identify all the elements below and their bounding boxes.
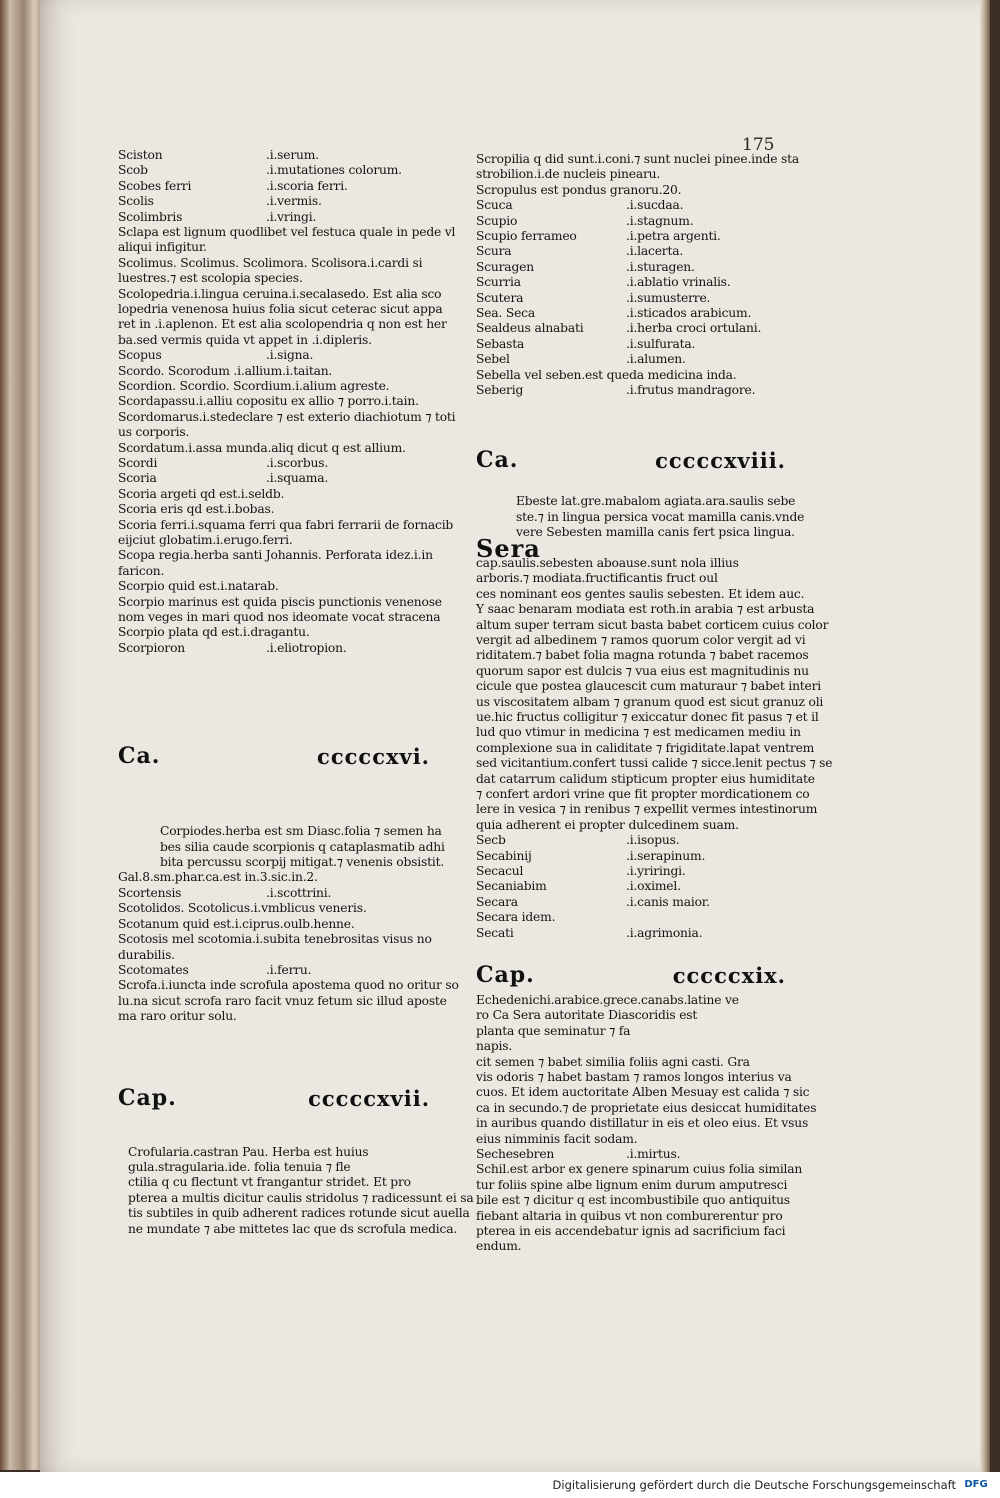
glossary-entry (118, 348, 460, 363)
right-entries-b (476, 383, 796, 398)
text-line: quia adherent ei propter dulcedinem suam. (476, 817, 739, 832)
entry-gloss: .i.frutus mandragore. (626, 382, 756, 397)
left-entries-f (118, 963, 460, 978)
glossary-entry (476, 383, 796, 398)
entry-gloss: .i.herba croci ortulani. (626, 321, 762, 336)
text-line: faricon. (118, 563, 165, 578)
entry-term: Secati (476, 925, 514, 940)
text-line: ces nominant eos gentes saulis sebesten. Et idem auc. (476, 586, 805, 601)
chapter-label: Cap. (476, 961, 535, 988)
entry-term: Scoria (118, 471, 157, 486)
glossary-entry (476, 337, 796, 352)
text-line: strobilion.i.de nucleis pinearu. (476, 167, 661, 182)
left-lines-h (118, 1144, 474, 1237)
text-line: endum. (476, 1239, 522, 1254)
entry-gloss: .i.sumusterre. (626, 290, 711, 305)
left-lines-a (118, 225, 460, 348)
text-line: Scordatum.i.assa munda.aliq dicut q est allium. (118, 440, 406, 455)
glossary-entry (118, 210, 460, 225)
text-line: lere in vesica ⁊ in renibus ⁊ expellit vermes intestinorum (476, 802, 818, 817)
text-line: Scordion. Scordio. Scordium.i.alium agreste. (118, 379, 390, 393)
chapter-heading-cccccxviii (476, 420, 796, 472)
text-line: planta que seminatur ⁊ fa (476, 1023, 631, 1038)
glossary-entry (476, 229, 796, 244)
entry-gloss: .i.canis maior. (626, 894, 710, 909)
text-line: ro Ca Sera autoritate Diascoridis est (476, 1008, 698, 1023)
text-line: bes silia caude scorpionis q cataplasmatib adhi (160, 839, 445, 854)
text-line: Scordo. Scorodum .i.allium.i.taitan. (118, 363, 333, 378)
entry-gloss: .i.yriringi. (626, 864, 686, 879)
glossary-entry (476, 306, 796, 321)
text-line: Gal.8.sm.phar.ca.est in.3.sic.in.2. (118, 870, 318, 885)
text-line: ste.⁊ in lingua persica vocat mamilla canis.vnde (516, 509, 805, 524)
text-line: altum super terram sicut basta babet corticem cuius color (476, 617, 829, 632)
chapter-number: cccccxix. (672, 962, 786, 988)
entry-term: Scotomates (118, 962, 189, 977)
entry-term: Scob (118, 163, 148, 178)
text-line: bile est ⁊ dicitur q est incombustibile quo antiquitus (476, 1193, 790, 1208)
chapter-heading-cccccxvii (118, 1059, 460, 1111)
glossary-entry (118, 163, 460, 178)
entry-gloss: .i.sturagen. (626, 259, 695, 274)
entry-gloss: .i.squama. (266, 471, 329, 486)
glossary-entry (476, 833, 796, 848)
entry-term: Secara idem. (476, 910, 556, 925)
text-line: us viscositatem albam ⁊ granum quod est sicut granuz oli (476, 694, 824, 709)
entry-term: Scupio (476, 213, 518, 228)
text-line: nom veges in mari quod nos ideomate vocat stracena (118, 610, 441, 625)
text-line: cuos. Et idem auctoritate Alben Mesuay est calida ⁊ sic (476, 1085, 810, 1100)
glossary-entry (476, 910, 796, 925)
entry-term: Scordi (118, 456, 158, 471)
text-line: Scorpio marinus est quida piscis punctionis venenose (118, 594, 442, 609)
entry-gloss: .i.agrimonia. (626, 925, 703, 940)
glossary-entry (476, 214, 796, 229)
text-line: in auribus quando distillatur in eis et oleo eius. Et vsus (476, 1116, 809, 1131)
text-line: ne mundate ⁊ abe mittetes lac que ds scrofula medica. (128, 1221, 458, 1236)
right-lines-d (476, 555, 833, 833)
right-lines-a (476, 152, 800, 198)
glossary-entry (118, 963, 460, 978)
text-line: ca in secundo.⁊ de proprietate eius desiccat humiditates (476, 1100, 817, 1115)
entry-gloss: .i.scottrini. (266, 885, 332, 900)
text-line: ue.hic fructus colligitur ⁊ exiccatur donec fit pasus ⁊ et il (476, 710, 819, 724)
text-line: eijciut globatim.i.erugo.ferri. (118, 533, 293, 548)
glossary-entry (476, 895, 796, 910)
entry-term: Secara (476, 894, 518, 909)
text-line: Ebeste lat.gre.mabalom agiata.ara.saulis sebe (516, 494, 796, 509)
entry-term: Scopus (118, 348, 162, 363)
chapter-label: Ca. (118, 742, 161, 769)
entry-gloss: .i.eliotropion. (266, 640, 347, 655)
entry-gloss: .i.vermis. (266, 194, 322, 209)
entry-gloss: .i.lacerta. (626, 244, 684, 259)
text-line: Y saac benaram modiata est roth.in arabia ⁊ est arbusta (476, 602, 815, 617)
text-line: lopedria venenosa huius folia sicut ceterac sicut appa (118, 301, 443, 316)
text-line: us corporis. (118, 425, 190, 440)
text-line: cit semen ⁊ babet similia foliis agni casti. Gra (476, 1054, 750, 1069)
glossary-entry (118, 641, 460, 656)
text-line: Scotosis mel scotomia.i.subita tenebrositas visus no (118, 932, 432, 947)
entry-gloss: .i.oximel. (626, 879, 681, 894)
text-line: Scoria argeti qd est.i.seldb. (118, 486, 285, 501)
entry-gloss: .i.ablatio vrinalis. (626, 275, 731, 290)
right-lines-b (476, 368, 796, 383)
entry-gloss: .i.vringi. (266, 209, 317, 224)
entry-term: Scolimbris (118, 209, 183, 224)
text-line: dat catarrum calidum stipticum propter eius humiditate (476, 771, 815, 786)
entry-gloss: .i.isopus. (626, 833, 680, 848)
entry-gloss: .i.sucdaa. (626, 198, 684, 213)
page-number: 175 (742, 135, 775, 155)
text-line: fiebant altaria in quibus vt non comburerentur pro (476, 1208, 783, 1223)
text-line: pterea in eis accendebatur ignis ad sacrificium faci (476, 1224, 786, 1239)
text-line: vis odoris ⁊ habet bastam ⁊ ramos longos interius va (476, 1070, 792, 1085)
right-lines-f (476, 1162, 803, 1254)
entry-term: Scura (476, 244, 512, 259)
text-line: Scorpio quid est.i.natarab. (118, 579, 279, 594)
text-line: cicule que postea glaucescit cum maturaur ⁊ babet interi (476, 679, 822, 694)
glossary-entry (476, 260, 796, 275)
text-line: luestres.⁊ est scolopia species. (118, 271, 303, 286)
text-line: Scoria ferri.i.squama ferri qua fabri ferrarii de fornacib (118, 517, 454, 532)
text-line: napis. (476, 1039, 513, 1054)
text-line: Scotanum quid est.i.ciprus.oulb.henne. (118, 916, 355, 931)
left-lines-e (118, 870, 460, 885)
entry-gloss: .i.sticados arabicum. (626, 305, 752, 320)
glossary-entry (476, 244, 796, 259)
chapter-number: cccccxviii. (655, 447, 786, 473)
glossary-entry (118, 456, 460, 471)
entry-term: Secacul (476, 864, 524, 879)
left-lines-d (118, 824, 460, 870)
dfg-logo: DFG (964, 1479, 988, 1490)
entry-term: Scuragen (476, 259, 534, 274)
entry-gloss: .i.signa. (266, 348, 314, 363)
text-line: eius nimminis facit sodam. (476, 1131, 638, 1146)
right-entries-d (476, 1147, 796, 1162)
entry-term: Sebasta (476, 336, 525, 351)
entry-gloss: .i.scoria ferri. (266, 178, 348, 193)
glossary-entry (476, 275, 796, 290)
entry-term: Scutera (476, 290, 524, 305)
entry-term: Sciston (118, 148, 163, 162)
chapter-heading-cccccxvi (118, 716, 460, 768)
text-line: Scrofa.i.iuncta inde scrofula apostema quod no oritur so (118, 978, 459, 993)
entry-gloss: .i.mutationes colorum. (266, 163, 402, 178)
left-entries-d (118, 641, 460, 656)
entry-term: Sebel (476, 352, 510, 367)
entry-term: Scortensis (118, 885, 182, 900)
right-entries-c (476, 833, 796, 941)
glossary-entry (476, 352, 796, 367)
right-entries-a (476, 198, 796, 367)
footer-bar (0, 1472, 1000, 1498)
text-line: Sclapa est lignum quodlibet vel festuca quale in pede vl (118, 224, 456, 239)
chapter-label: Ca. (476, 446, 519, 473)
glossary-entry (476, 1147, 796, 1162)
glossary-entry (118, 179, 460, 194)
text-line: lu.na sicut scrofa raro facit vnuz fetum sic illud aposte (118, 993, 447, 1008)
text-line: Sebella vel seben.est queda medicina inda. (476, 367, 737, 382)
text-line: complexione sua in caliditate ⁊ frigiditate.lapat ventrem (476, 740, 815, 755)
text-line: bita percussu scorpij mitigat.⁊ venenis obsistit. (160, 855, 445, 870)
glossary-entry (476, 291, 796, 306)
text-line: ma raro oritur solu. (118, 1009, 237, 1024)
text-line: Schil.est arbor ex genere spinarum cuius folia similan (476, 1162, 803, 1177)
entry-gloss: .i.petra argenti. (626, 229, 721, 243)
left-entries-c (118, 456, 460, 487)
left-column (118, 148, 474, 1237)
text-line: Scoria eris qd est.i.bobas. (118, 502, 275, 517)
text-line: Scopa regia.herba santi Johannis. Perforata idez.i.in (118, 548, 433, 563)
entry-gloss: .i.sulfurata. (626, 336, 696, 351)
chapter-number: cccccxvii. (308, 1086, 430, 1112)
entry-term: Secaniabim (476, 879, 547, 894)
text-line: cap.saulis.sebesten aboause.sunt nola illius (476, 555, 739, 570)
text-line: Scropulus est pondus granoru.20. (476, 182, 682, 197)
glossary-entry (476, 926, 796, 941)
entry-gloss: .i.alumen. (626, 352, 686, 367)
glossary-entry (118, 194, 460, 209)
entry-gloss: .i.serapinum. (626, 848, 706, 863)
text-line: tis subtiles in quib adherent radices rotunde sicut auella (128, 1206, 470, 1221)
text-line: Scotolidos. Scotolicus.i.vmblicus veneris. (118, 901, 367, 916)
chapter-heading-cccccxix (476, 947, 796, 987)
entry-gloss: .i.stagnum. (626, 213, 694, 228)
glossary-entry (476, 864, 796, 879)
book-binding (0, 0, 40, 1470)
text-line: Scordapassu.i.alliu copositu ex allio ⁊ porro.i.tain. (118, 394, 419, 409)
text-line: durabilis. (118, 947, 175, 962)
right-lines-e (476, 992, 817, 1147)
text-line: Echedenichi.arabice.grece.canabs.latine ve (476, 992, 739, 1007)
entry-term: Scobes ferri (118, 178, 192, 193)
entry-term: Scupio ferrameo (476, 229, 577, 243)
chapter-number: cccccxvi. (317, 743, 430, 769)
text-line: ctilia q cu flectunt vt frangantur stridet. Et pro (128, 1175, 411, 1190)
entry-term: Sealdeus alnabati (476, 321, 584, 336)
text-line: arboris.⁊ modiata.fructificantis fruct oul (476, 571, 718, 586)
left-entries-e (118, 886, 460, 901)
text-line: vergit ad albedinem ⁊ ramos quorum color vergit ad vi (476, 632, 806, 647)
glossary-entry (476, 849, 796, 864)
entry-gloss: .i.mirtus. (626, 1147, 681, 1162)
text-line: gula.stragularia.ide. folia tenuia ⁊ fle (128, 1159, 351, 1174)
glossary-entry (118, 886, 460, 901)
text-line: Scolopedria.i.lingua ceruina.i.secalasedo. Est alia sco (118, 286, 442, 301)
text-line: vere Sebesten mamilla canis fert psica lingua. (516, 525, 795, 540)
text-line: pterea a multis dicitur caulis stridolus ⁊ radicessunt ei sa (128, 1190, 474, 1205)
glossary-entry (118, 148, 460, 163)
text-line: Scorpio plata qd est.i.dragantu. (118, 625, 310, 640)
entry-term: Sea. Seca (476, 305, 535, 320)
entry-gloss: .i.serum. (266, 148, 319, 162)
text-line: aliqui infigitur. (118, 240, 207, 255)
entry-term: Scuca (476, 198, 513, 213)
left-entries-a (118, 148, 460, 225)
text-line: Scolimus. Scolimus. Scolimora. Scolisora.i.cardi si (118, 255, 423, 270)
left-lines-g (118, 978, 460, 1024)
left-lines-c (118, 487, 460, 641)
text-line: ba.sed vermis quida vt appet in .i.dipleris. (118, 332, 372, 347)
glossary-entry (476, 879, 796, 894)
entry-term: Seberig (476, 382, 524, 397)
text-line: Corpiodes.herba est sm Diasc.folia ⁊ semen ha (160, 824, 442, 839)
entry-gloss: .i.ferru. (266, 962, 312, 977)
left-entries-b (118, 348, 460, 363)
text-line: Crofularia.castran Pau. Herba est huius (128, 1144, 369, 1159)
text-line: Scropilia q did sunt.i.coni.⁊ sunt nuclei pinee.inde sta (476, 152, 800, 166)
chapter-label: Cap. (118, 1085, 177, 1112)
entry-term: Scorpioron (118, 640, 186, 655)
entry-gloss: .i.scorbus. (266, 456, 329, 471)
text-line: ⁊ confert ardori vrine que fit propter mordicationem co (476, 787, 810, 802)
page-edge (980, 0, 990, 1472)
text-line: ret in .i.aplenon. Et est alia scolopendria q non est her (118, 317, 447, 332)
entry-term: Scurria (476, 275, 521, 290)
text-line: quorum sapor est dulcis ⁊ vua eius est magnitudinis nu (476, 663, 809, 678)
sera-initial: Sera (476, 533, 541, 563)
text-line: Scordomarus.i.stedeclare ⁊ est exterio diachiotum ⁊ toti (118, 409, 456, 424)
left-lines-f (118, 901, 460, 963)
entry-term: Secabinij (476, 848, 532, 863)
text-line: tur foliis spine albe lignum enim durum amputresci (476, 1177, 788, 1192)
glossary-entry (118, 471, 460, 486)
text-line: riditatem.⁊ babet folia magna rotunda ⁊ babet racemos (476, 648, 809, 663)
funding-notice: Digitalisierung gefördert durch die Deutsche Forschungsgemeinschaft (552, 1478, 956, 1492)
entry-term: Secb (476, 833, 506, 848)
entry-term: Sechesebren (476, 1147, 555, 1162)
left-lines-b (118, 364, 460, 456)
text-line: sed vicitantium.confert tussi calide ⁊ sicce.lenit pectus ⁊ se (476, 756, 833, 771)
glossary-entry (476, 198, 796, 213)
entry-term: Scolis (118, 194, 154, 209)
right-column (476, 152, 833, 1255)
text-line: lud quo vtimur in medicina ⁊ est medicamen mediu in (476, 725, 801, 740)
glossary-entry (476, 321, 796, 336)
